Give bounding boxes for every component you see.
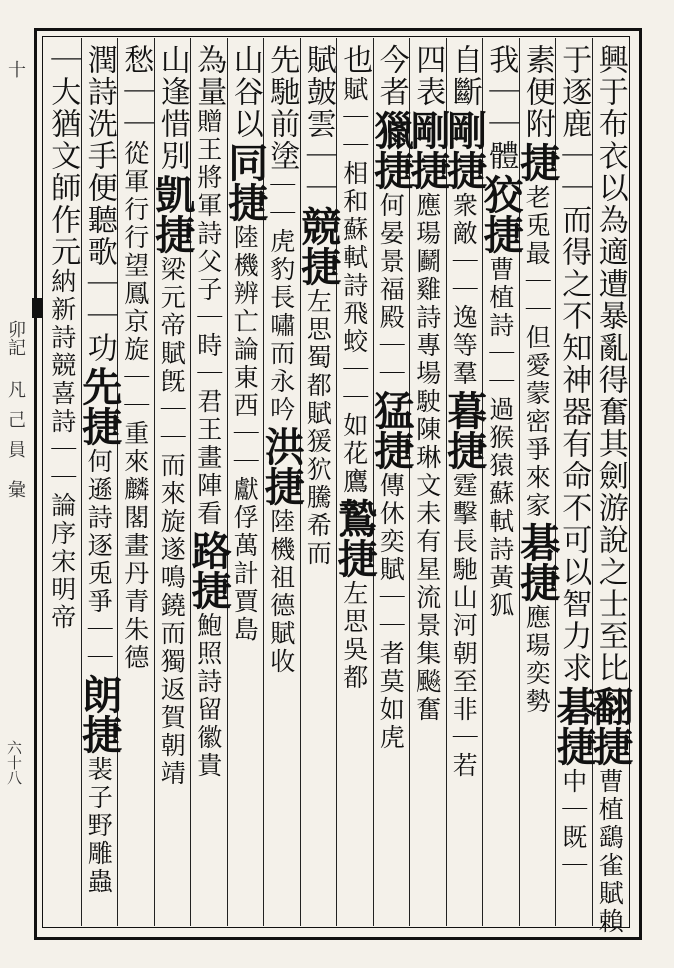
text-column-15 [75, 44, 123, 920]
citation-text: 老兎最｜｜但愛蒙密爭來家 [522, 184, 552, 520]
margin-char-1: 卯記 [5, 320, 26, 356]
body-text: 今者 [373, 44, 409, 108]
margin-char-0: 十 [5, 60, 26, 78]
citation-text: 梁元帝賦旣｜｜而來旋遂鳴鐃而獨返賀朝靖 [157, 256, 187, 788]
citation-text: 衆敵｜｜逸等羣 [449, 192, 479, 388]
fold-marker [32, 298, 42, 318]
citation-text: 何晏景福殿｜｜ [376, 192, 406, 388]
citation-text: 霆擊長馳山河朝至非｜若 [449, 472, 479, 780]
body-text: 素便附 [519, 44, 555, 140]
body-text: 賦皷雲｜｜ [300, 44, 336, 204]
citation-text: 應瑒鬬雞詩專場駛 [412, 192, 442, 416]
headword: 剛捷 [404, 110, 452, 190]
text-column-13 [148, 44, 196, 920]
headword: 捷 [513, 142, 561, 182]
column-rule [154, 38, 155, 926]
headword: 暮捷 [440, 390, 488, 470]
headword: 碁捷 [513, 522, 561, 602]
headword: 路捷 [185, 530, 233, 610]
citation-text: 中｜既｜ [558, 768, 588, 880]
text-column-16 [44, 44, 81, 920]
margin-page-number: 六十八 [5, 740, 23, 785]
citation-text: ｜｜虎豹長嘯而永吟 [266, 172, 296, 424]
citation-text: 裴子野雕蟲 [84, 756, 114, 896]
column-rule [336, 38, 337, 926]
headword: 朗捷 [75, 674, 123, 754]
headword: 剛捷 [440, 110, 488, 190]
margin-char-3: 己 [5, 410, 26, 428]
citation-text: 贈王將軍詩父子｜時｜君王畫陣看 [193, 108, 223, 528]
headword: 先捷 [75, 366, 123, 446]
citation-text: 傳休奕賦｜｜者莫如虎 [376, 472, 406, 752]
headword: 猛捷 [367, 390, 415, 470]
citation-text: 左思蜀都賦猨狖騰希而 [303, 288, 333, 568]
body-text: 愁｜｜ [118, 44, 154, 140]
column-rule [117, 38, 118, 926]
citation-text: 曹植鷂雀賦賴 [595, 768, 625, 936]
citation-text: 從軍行行望鳳京旋｜｜重來麟閣畫丹青朱德 [120, 140, 150, 672]
body-text: ｜大猶文師作元 [45, 44, 81, 268]
body-text: 興于布衣以為適遭暴亂得奮其劍游說之士至比 [592, 44, 628, 684]
text-column-1 [586, 44, 634, 936]
headword: 碁捷 [550, 686, 598, 766]
body-text: 自斷 [446, 44, 482, 108]
headword: 凱捷 [148, 174, 196, 254]
column-rule [227, 38, 228, 926]
column-rule [373, 38, 374, 926]
text-column-8 [331, 44, 379, 920]
citation-text: 何遜詩逐兎爭｜｜ [84, 448, 114, 672]
citation-text: 曹植詩｜｜過猴猿蘇軾詩黃狐 [485, 256, 515, 620]
body-text: 山逢惜別 [154, 44, 190, 172]
headword: 競捷 [294, 206, 342, 286]
citation-text: 陸機祖德賦收 [266, 508, 296, 676]
citation-text: 應瑒奕勢 [522, 604, 552, 716]
body-text: 四表 [410, 44, 446, 108]
margin-char-4: 員 [5, 440, 26, 458]
body-text: 為量 [191, 44, 227, 108]
text-column-7 [367, 44, 415, 920]
citation-text: 賦｜｜相和 [339, 76, 369, 216]
body-text: 于逐鹿｜｜而得之不知神器有命不可以智力求 [556, 44, 592, 684]
body-text: 也 [337, 44, 373, 76]
margin-char-5: 彙 [5, 480, 26, 498]
right-margin-strip [0, 40, 32, 930]
margin-char-2: 凡 [5, 380, 26, 398]
headword: 翻捷 [586, 686, 634, 766]
citation-text: 陳琳文未有星流景集飈奮 [412, 416, 442, 724]
headword: 洪捷 [258, 426, 306, 506]
body-text: 潤詩洗手便聽歌｜｜功 [81, 44, 117, 364]
body-text: 山谷以 [227, 44, 263, 140]
column-rule [592, 38, 593, 926]
citation-text: 鮑照詩留徽貴 [193, 612, 223, 780]
column-rule [190, 38, 191, 926]
headword: 獵捷 [367, 110, 415, 190]
citation-text: 左思吳都 [339, 580, 369, 692]
body-text: 我｜｜體 [483, 44, 519, 172]
citation-text: 納新詩競喜詩｜｜ [47, 268, 77, 492]
column-rule [519, 38, 520, 926]
headword: 鷙捷 [331, 498, 379, 578]
citation-text: 蘇軾詩飛蛟｜｜如花鷹 [339, 216, 369, 496]
headword: 同捷 [221, 142, 269, 222]
text-column-14 [117, 44, 154, 920]
citation-text: 陸機辨亡論東西｜｜獻俘萬計賈島 [230, 224, 260, 644]
headword: 狡捷 [477, 174, 525, 254]
text-column-11 [221, 44, 269, 920]
citation-text: 論序宋明帝 [47, 492, 77, 632]
column-rule [81, 38, 82, 926]
body-text: 先馳前塗 [264, 44, 300, 172]
